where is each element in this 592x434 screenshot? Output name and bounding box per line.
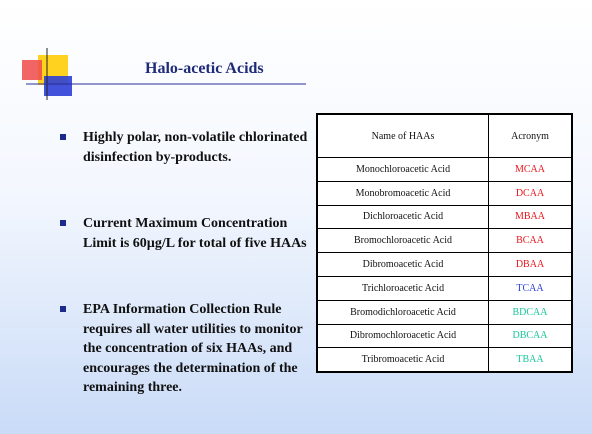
deco-blue-square (44, 76, 72, 96)
table-row (317, 300, 572, 324)
table-row (317, 276, 572, 300)
square-bullet-icon (60, 220, 66, 226)
bullet-text: Highly polar, non-volatile chlorinated disinfection by-products. (83, 130, 308, 165)
haa-name: Trichloroacetic Acid (317, 276, 489, 300)
haa-name: Bromochloroacetic Acid (317, 229, 489, 253)
haa-acronym: MBAA (489, 205, 572, 229)
haa-acronym: DCAA (489, 181, 572, 205)
haa-name: Dichloroacetic Acid (317, 205, 489, 229)
deco-red-square (22, 60, 42, 80)
square-bullet-icon (60, 134, 66, 140)
haa-acronym: MCAA (489, 158, 572, 182)
column-header-name: Name of HAAs (317, 114, 489, 158)
table-row (317, 229, 572, 253)
slide-title: Halo-acetic Acids (145, 60, 264, 77)
haa-name: Dibromochloroacetic Acid (317, 324, 489, 348)
haa-acronym: BDCAA (489, 300, 572, 324)
column-header-acronym: Acronym (489, 114, 572, 158)
haa-name: Monochloroacetic Acid (317, 158, 489, 182)
table-row (317, 253, 572, 277)
haa-acronym: DBAA (489, 253, 572, 277)
table-row (317, 205, 572, 229)
table-header-row (317, 114, 572, 158)
bullet-text: EPA Information Collection Rule requires all water utilities to monitor the concentration of six HAAs, and encourages the determination of the remaining three. (83, 302, 303, 395)
table-row (317, 158, 572, 182)
square-bullet-icon (60, 306, 66, 312)
haa-table (316, 113, 573, 373)
haa-name: Monobromoacetic Acid (317, 181, 489, 205)
haa-acronym: DBCAA (489, 324, 572, 348)
haa-acronym: TBAA (489, 348, 572, 372)
haa-name: Bromodichloroacetic Acid (317, 300, 489, 324)
haa-acronym: BCAA (489, 229, 572, 253)
table-row (317, 181, 572, 205)
table-row (317, 348, 572, 372)
haa-name: Tribromoacetic Acid (317, 348, 489, 372)
bullet-text: Current Maximum Concentration Limit is 60µg/L for total of five HAAs (83, 216, 307, 251)
haa-acronym: TCAA (489, 276, 572, 300)
haa-name: Dibromoacetic Acid (317, 253, 489, 277)
table-row (317, 324, 572, 348)
